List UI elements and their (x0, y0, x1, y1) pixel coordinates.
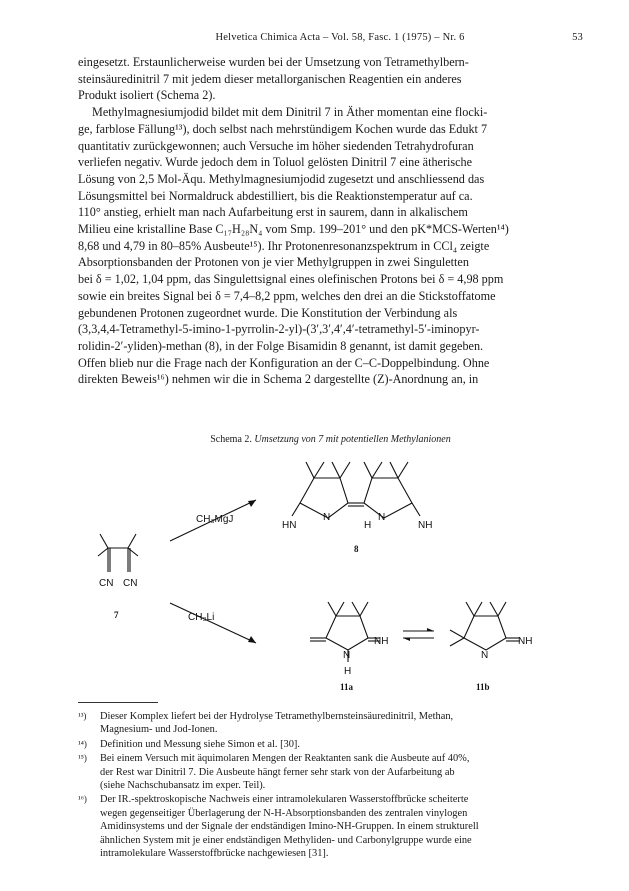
text-line: Absorptionsbanden der Protonen von je vier Methylgruppen in zwei Singuletten (78, 255, 469, 270)
compound-label-11b: 11b (476, 682, 490, 692)
journal-title: Helvetica Chimica Acta – Vol. 58, Fasc. 1 (1975) – Nr. 6 (215, 32, 465, 43)
text-line: steinsäuredinitril 7 mit jedem dieser metallorganischen Reagentien ein anderes (78, 71, 462, 86)
footnote-line: Amidinsystems und der Signale der endständigen Imino-NH-Gruppen. In einem strukturell (100, 821, 479, 833)
footnote-line: der Rest war Dinitril 7. Die Ausbeute hängt ferner sehr stark von der Aufarbeitung ab (100, 766, 455, 778)
text-line: Lösungsmittel bei Normaldruck abdestilliert, bis die Reaktionstemperatur auf ca. (78, 188, 473, 203)
compound-label-8: 8 (354, 544, 359, 554)
text-line: quantitativ zurückgewonnen; auch Versuche im höher siedenden Tetrahydrofuran (78, 138, 474, 153)
footnote-number: ¹⁵) (78, 753, 87, 764)
atom-label-h: H (344, 666, 352, 677)
footnote-line: (siehe Nachschubansatz im exper. Teil). (100, 780, 266, 792)
footnote-13 (78, 710, 583, 737)
footnote-line: Magnesium- und Jod-Ionen. (100, 724, 218, 736)
page-number: 53 (572, 32, 583, 43)
paragraph-1 (78, 54, 583, 104)
footnote-line: Dieser Komplex liefert bei der Hydrolyse Tetramethylbernsteinsäuredinitril, Methan, (100, 711, 454, 722)
footnote-number: ¹⁶) (78, 794, 87, 805)
footnote-16 (78, 793, 583, 860)
text-line: gebundenen Protonen zugeordnet wurde. Die Konstitution der Verbindung als (78, 305, 458, 320)
atom-label-n: N (378, 512, 386, 523)
footnote-line: Der IR.-spektroskopische Nachweis einer intramolekularen Wasserstoffbrücke scheiterte (100, 794, 469, 806)
structure-11b (450, 602, 520, 650)
text-line: eingesetzt. Erstaunlicherweise wurden bei der Umsetzung von Tetramethylbern- (78, 55, 469, 69)
scheme-caption-prefix: Schema 2. (210, 434, 252, 445)
text-line: 110° anstieg, erhielt man nach Aufarbeitung erst in saurem, dann in alkalischem (78, 205, 468, 220)
atom-label-cn: CN (99, 578, 114, 589)
paragraph-2 (78, 104, 583, 388)
text-line: direkten Beweis¹⁶) nehmen wir die in Schema 2 dargestellte (Z)-Anordnung an, in (78, 372, 479, 387)
footnote-divider (78, 702, 158, 703)
text-line: verliefen negativ. Wurde jedoch dem in Toluol gelösten Dinitril 7 eine ätherische (78, 155, 473, 170)
footnote-number: ¹⁴) (78, 738, 87, 749)
compound-label-7: 7 (114, 610, 119, 620)
reaction-scheme (78, 448, 583, 693)
text-line: ge, farblose Fällung¹³), doch selbst nach mehrstündigem Kochen wurde das Edukt 7 (78, 121, 488, 136)
footnote-line: Definition und Messung siehe Simon et al. [30]. (100, 738, 300, 750)
atom-label-cn: CN (123, 578, 138, 589)
scheme-caption (78, 434, 583, 445)
footnote-line: wegen gegenseitiger Überlagerung der N-H-Absorptionsbanden des zentralen vinylogen (100, 807, 468, 819)
atom-label-nh: NH (374, 636, 389, 647)
footnote-14 (78, 738, 583, 751)
footnote-line: intramolekulare Wasserstoffbrücke nachgewiesen [31]. (100, 848, 329, 860)
atom-label-hn: HN (282, 520, 297, 531)
footnote-line: ähnlichen System mit je einer endständigen Methyliden- und Carbonylgruppe wurde eine (100, 834, 472, 846)
reaction-arrow-bottom (170, 603, 256, 643)
footnote-number: ¹³) (78, 711, 87, 721)
footnote-line: Bei einem Versuch mit äquimolaren Mengen der Reaktanten sank die Ausbeute auf 40%, (100, 753, 470, 765)
text-line: Milieu eine kristalline Base C₁₇H₂₈N₄ vom Smp. 199–201° und den pK*MCS-Werten¹⁴) (78, 222, 509, 237)
text-line: sowie ein breites Signal bei δ = 7,4–8,2 ppm, welches den drei an die Stickstoffatome (78, 288, 496, 303)
structure-7 (98, 534, 138, 572)
reagent-bottom-label: CH₃Li (188, 612, 215, 623)
text-line: Produkt isoliert (Schema 2). (78, 88, 216, 103)
running-header (78, 32, 583, 43)
scheme-caption-title: Umsetzung von 7 mit potentiellen Methylanionen (254, 434, 451, 445)
text-line: 8,68 und 4,79 in 80–85% Ausbeute¹⁵). Ihr Protonenresonanzspektrum in CCl₄ zeigte (78, 238, 490, 253)
atom-label-nh: NH (418, 520, 433, 531)
footnote-15 (78, 752, 583, 792)
text-line: Methylmagnesiumjodid bildet mit dem Dinitril 7 in Äther momentan eine flocki- (92, 105, 488, 120)
text-line: rolidin-2′-yliden)-methan (8), in der Folge Bisamidin 8 genannt, ist damit gegeben. (78, 338, 484, 353)
text-line: bei δ = 1,02, 1,04 ppm, das Singulettsignal eines olefinischen Protons bei δ = 4,98 ppm (78, 272, 504, 287)
structure-8 (292, 462, 420, 518)
atom-label-n: N (323, 512, 331, 523)
atom-label-h: H (364, 520, 372, 531)
compound-label-11a: 11a (340, 682, 354, 692)
atom-label-nh: NH (518, 636, 533, 647)
atom-label-n: N (481, 650, 489, 661)
body-text (78, 54, 583, 388)
atom-label-n: N (343, 650, 351, 661)
footnotes (78, 710, 583, 861)
reagent-top-label: CH₃MgJ (196, 514, 234, 525)
text-line: (3,3,4,4-Tetramethyl-5-imino-1-pyrrolin-2-yl)-(3′,3′,4′,4′-tetramethyl-5′-iminopyr- (78, 322, 480, 337)
text-line: Lösung von 2,5 Mol-Äqu. Methylmagnesiumjodid zugesetzt und anschliessend das (78, 171, 485, 186)
text-line: Offen blieb nur die Frage nach der Konfiguration an der C–C-Doppelbindung. Ohne (78, 355, 490, 370)
